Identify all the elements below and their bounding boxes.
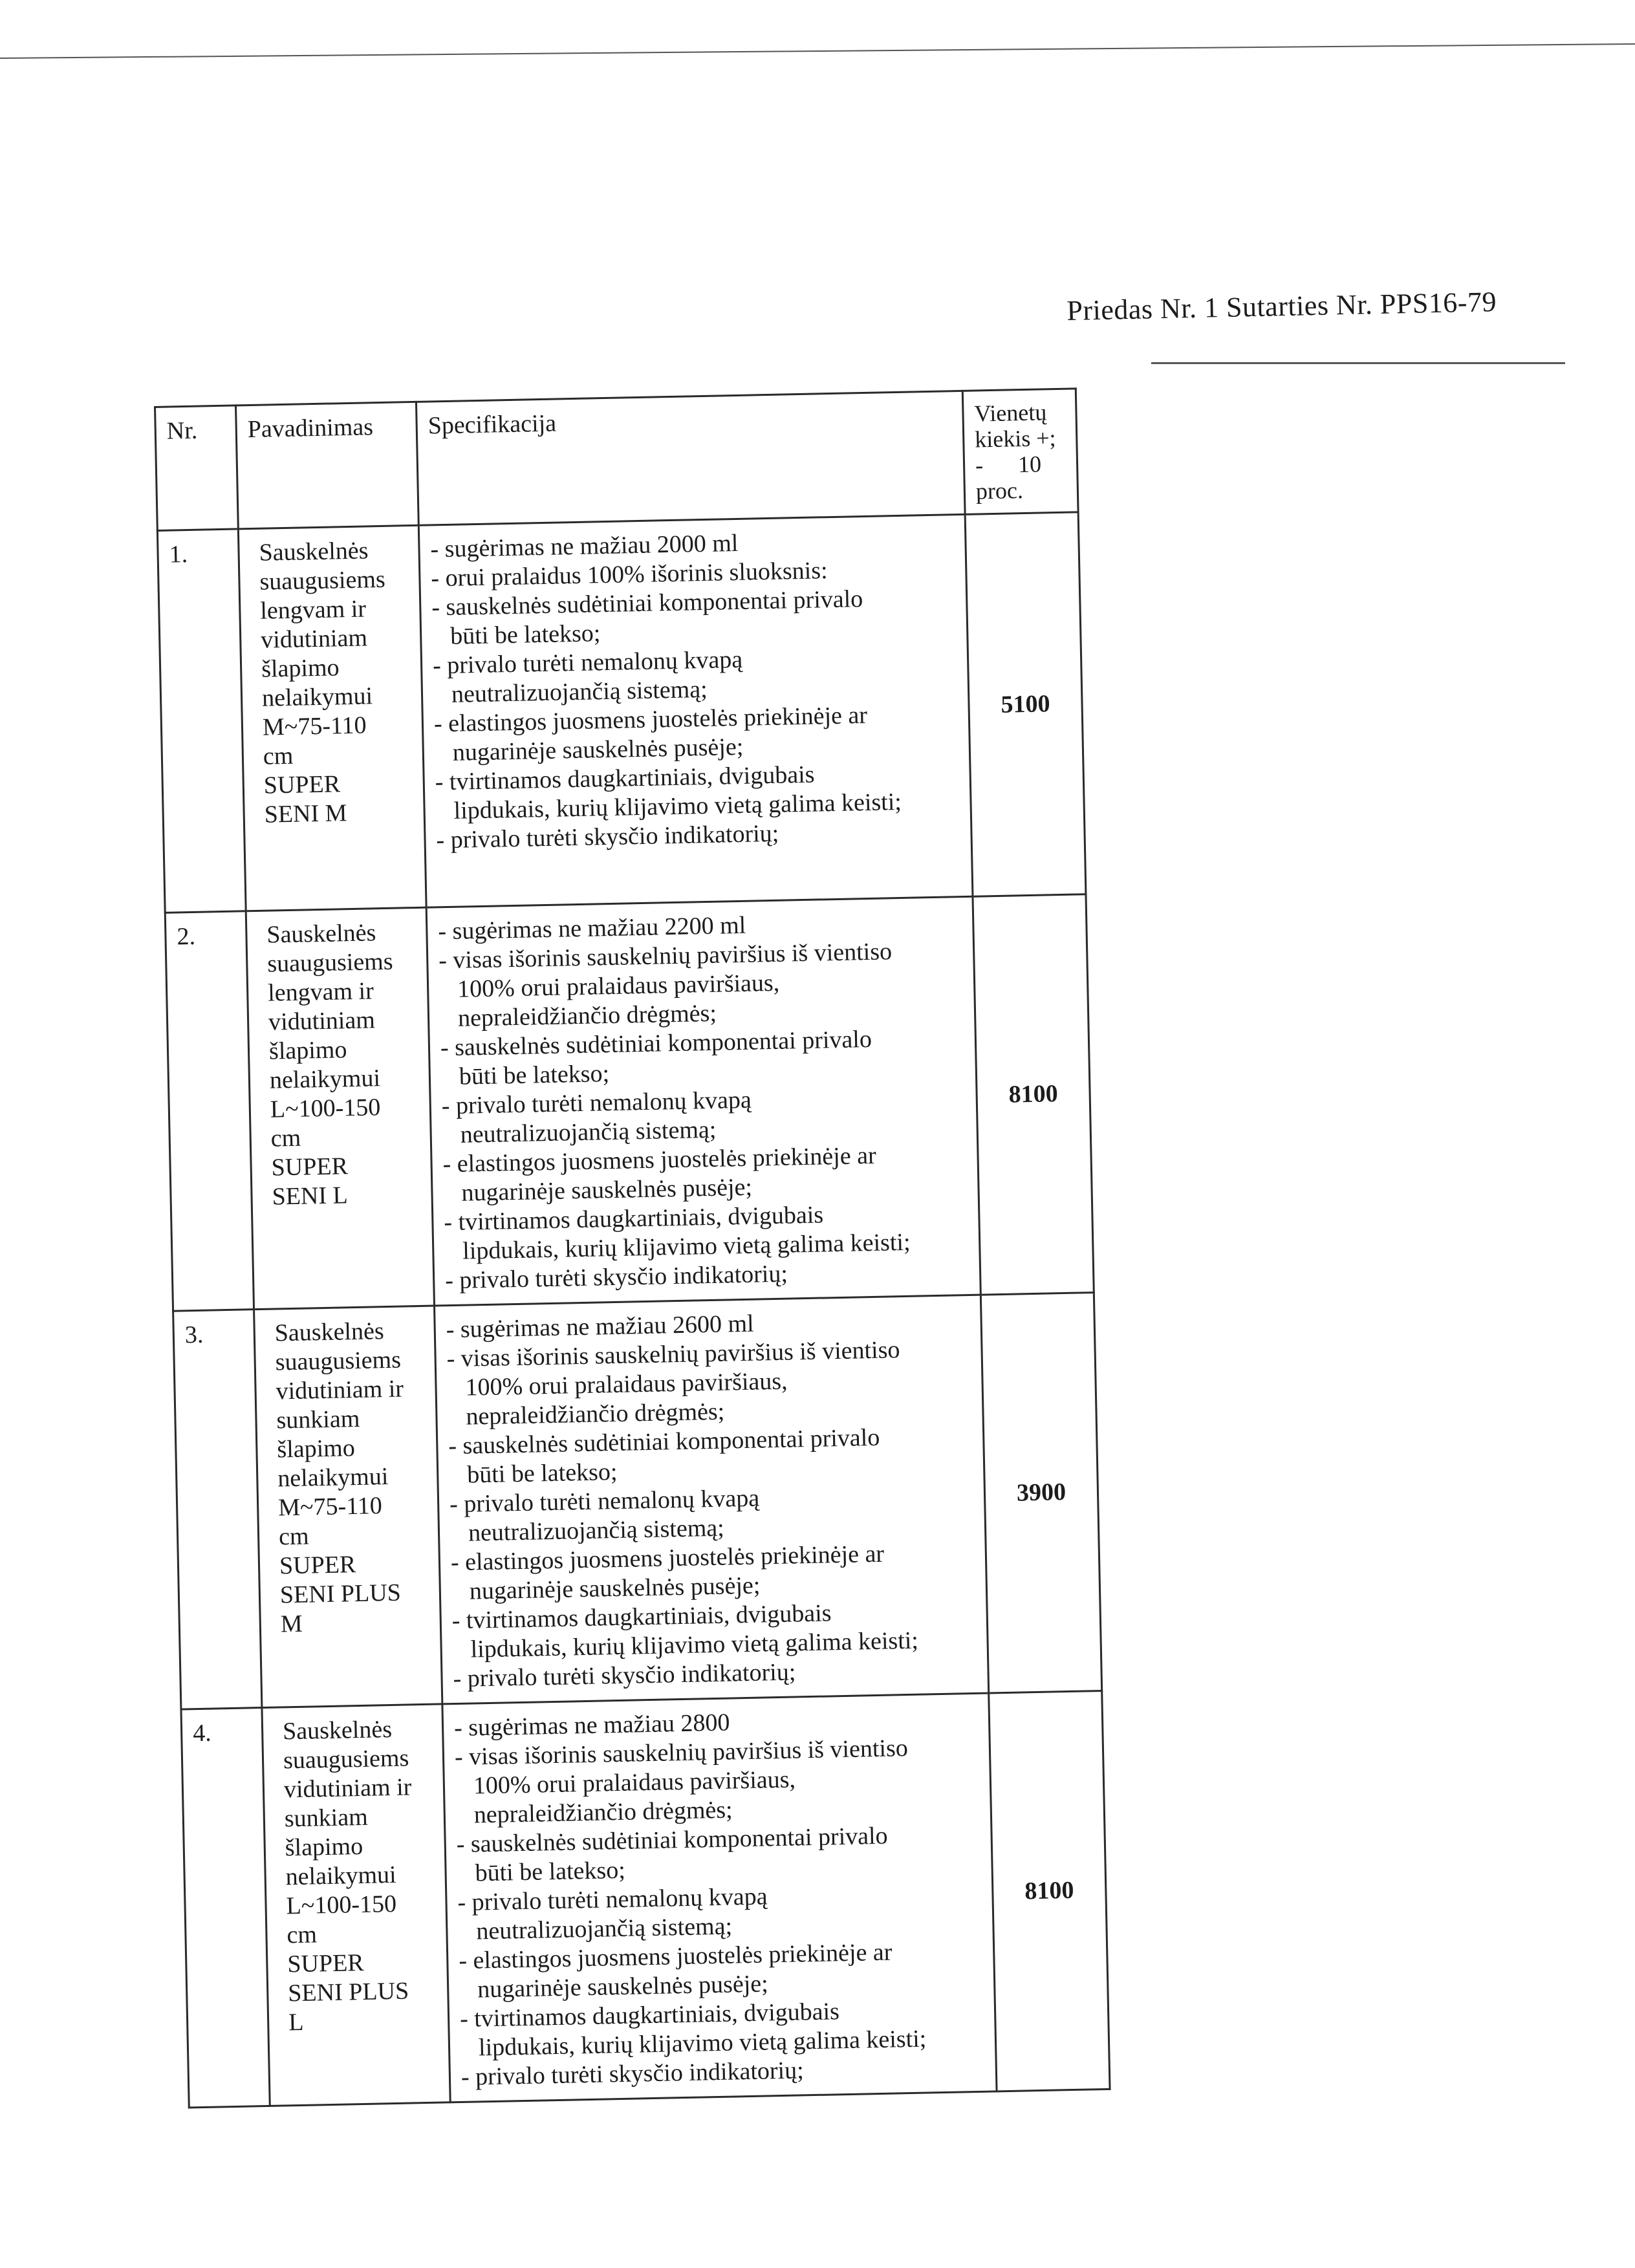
product-name-cell [254,1306,442,1707]
specification-cell [442,1693,997,2102]
specification-line: lipdukais, kurių klijavimo vietą galima keisti; [470,1626,919,1663]
specification-line: - privalo turėti skysčio indikatorių; [444,1260,788,1295]
product-name-line: SUPER [271,1152,349,1182]
header-nr: Nr. [155,405,239,530]
product-name-line: M~75-110 [262,711,367,741]
product-name-line: Sauskelnės [274,1317,385,1347]
specification-line: neutralizuojančią sistemą; [476,1912,733,1945]
specification-line: - sauskelnės sudėtiniai komponentai privalo [440,1025,872,1062]
specification-line: - sauskelnės sudėtiniai komponentai privalo [448,1423,880,1460]
specification-line: nepraleidžiančio drėgmės; [457,999,717,1032]
specification-line: - orui pralaidus 100% išorinis sluoksnis: [431,557,828,592]
product-name-line: sunkiam [276,1405,360,1434]
specification-line: neutralizuojančią sistemą; [468,1514,725,1547]
specification-line: lipdukais, kurių klijavimo vietą galima keisti; [453,788,902,825]
specification-line: - privalo turėti nemalonų kvapą [441,1086,752,1120]
specification-line: - privalo turėti skysčio indikatorių; [460,2057,805,2091]
row-number: 1. [157,529,246,913]
specification-line: - elastingos juosmens juostelės priekinėje ar [442,1141,877,1178]
specification-line: būti be latekso; [466,1458,618,1489]
product-name-line: suaugusiems [275,1346,402,1376]
product-name-line: nelaikymui [285,1861,397,1891]
product-name-line: sunkiam [284,1803,369,1833]
product-name-line: M~75-110 [277,1492,383,1522]
table-header-row [155,389,1079,531]
specification-line: - elastingos juosmens juostelės priekinėje ar [458,1938,893,1975]
product-name-line: lengvam ir [259,595,367,625]
product-name-line: šlapimo [261,654,340,683]
specification-line: - sugėrimas ne mažiau 2600 ml [446,1310,755,1344]
scan-edge-line [0,43,1635,59]
product-name-cell [262,1704,450,2106]
product-name-line: M [280,1610,303,1638]
product-name-line: SENI L [272,1182,349,1211]
specification-line: neutralizuojančią sistemą; [460,1116,717,1149]
product-name-line: cm [263,742,294,770]
table-row [173,1293,1102,1709]
page-title: Priedas Nr. 1 Sutarties Nr. PPS16-79 [1066,286,1497,327]
specification-line: - tvirtinamos daugkartiniais, dvigubais [459,1998,840,2033]
specification-line: - tvirtinamos daugkartiniais, dvigubais [444,1201,824,1237]
product-name-line: Sauskelnės [266,919,376,949]
specification-line: neutralizuojančią sistemą; [451,675,708,708]
specification-line: lipdukais, kurių klijavimo vietą galima keisti; [462,1228,911,1265]
specification-line: - privalo turėti skysčio indikatorių; [453,1658,796,1693]
specification-line: - privalo turėti nemalonų kvapą [449,1484,760,1518]
specification-line: būti be latekso; [459,1060,610,1090]
table-body [157,512,1110,2108]
product-name-line: L [288,2008,304,2036]
table-row [165,894,1094,1311]
product-name-line: cm [287,1921,318,1949]
product-name-line: L~100-150 [286,1890,397,1920]
product-name-line: SENI PLUS [279,1579,402,1609]
header-spec: Specifikacija [416,391,965,525]
table-row [157,512,1086,913]
specification-cell [435,1295,989,1704]
specification-line: - elastingos juosmens juostelės priekinėje ar [433,701,868,738]
scan-edge-line [1151,362,1565,364]
product-name-line: suaugusiems [259,565,386,596]
specification-table-wrapper [154,387,1111,2108]
quantity-cell: 3900 [980,1293,1101,1693]
specification-line: - sugėrimas ne mažiau 2000 ml [430,529,739,563]
header-qty-line: Vienetų [974,399,1047,427]
product-name-line: suaugusiems [283,1744,409,1775]
product-name-line: cm [278,1522,309,1551]
specification-line: - sauskelnės sudėtiniai komponentai privalo [456,1822,888,1859]
specification-line: 100% orui pralaidaus paviršiaus, [457,969,780,1003]
specification-line: - sauskelnės sudėtiniai komponentai privalo [431,585,863,621]
product-name-line: SENI M [264,799,347,828]
specification-line: - visas išorinis sauskelnių paviršius iš vientiso [438,938,893,975]
product-name-line: SUPER [263,770,341,799]
specification-line: lipdukais, kurių klijavimo vietą galima keisti; [478,2025,927,2062]
specification-line: - tvirtinamos daugkartiniais, dvigubais [451,1599,832,1635]
specification-line: - privalo turėti skysčio indikatorių; [436,819,779,854]
table-row [181,1690,1110,2107]
specification-line: nugarinėje sauskelnės pusėje; [469,1571,761,1605]
header-qty-line: proc. [975,477,1024,504]
specification-line: - privalo turėti nemalonų kvapą [432,645,743,680]
specification-line: nepraleidžiančio drėgmės; [473,1796,733,1829]
specification-line: - privalo turėti nemalonų kvapą [457,1883,768,1917]
specification-line: - visas išorinis sauskelnių paviršius iš vientiso [454,1734,909,1771]
product-name-line: vidutiniam ir [276,1375,404,1405]
product-name-cell [238,525,426,911]
product-name-line: šlapimo [276,1434,356,1463]
product-name-line: nelaikymui [261,682,373,712]
specification-line: būti be latekso; [475,1856,626,1887]
header-qty-line: - 10 [975,451,1042,479]
product-name-line: Sauskelnės [259,537,369,567]
product-name-line: suaugusiems [266,947,393,978]
specification-line: nepraleidžiančio drėgmės; [466,1398,725,1431]
quantity-cell: 8100 [973,894,1094,1295]
product-name-line: nelaikymui [269,1064,381,1094]
product-name-line: L~100-150 [270,1094,381,1123]
specification-line: - visas išorinis sauskelnių paviršius iš vientiso [446,1336,900,1373]
specification-line: - sugėrimas ne mažiau 2200 ml [437,911,746,945]
specification-line: būti be latekso; [449,620,601,650]
product-name-line: šlapimo [285,1832,363,1862]
product-name-line: lengvam ir [267,977,374,1007]
specification-line: - tvirtinamos daugkartiniais, dvigubais [435,761,815,796]
product-name-line: SUPER [287,1949,365,1978]
product-name-cell [246,907,434,1309]
specification-line: 100% orui pralaidaus paviršiaus, [465,1367,788,1401]
specification-cell [426,896,980,1306]
product-name-line: SENI PLUS [287,1977,409,2007]
header-qty [962,389,1078,514]
specification-line: - sugėrimas ne mažiau 2800 [453,1709,730,1742]
specification-line: 100% orui pralaidaus paviršiaus, [473,1766,796,1800]
row-number: 4. [181,1708,270,2108]
product-name-line: šlapimo [268,1036,347,1065]
specification-line: nugarinėje sauskelnės pusėje; [461,1173,753,1207]
product-name-line: vidutiniam [260,624,368,654]
product-name-line: vidutiniam ir [283,1773,412,1804]
quantity-cell: 8100 [989,1690,1110,2091]
specification-table [154,387,1111,2108]
product-name-line: nelaikymui [277,1463,389,1493]
row-number: 2. [165,911,254,1311]
product-name-line: SUPER [279,1551,356,1580]
product-name-line: Sauskelnės [282,1716,393,1745]
product-name-line: vidutiniam [268,1006,376,1036]
row-number: 3. [173,1310,262,1709]
specification-line: - elastingos juosmens juostelės priekinėje ar [450,1540,885,1577]
specification-line: nugarinėje sauskelnės pusėje; [477,1970,769,2003]
header-name: Pavadinimas [236,402,419,529]
quantity-cell: 5100 [965,512,1086,896]
product-name-line: cm [270,1124,301,1152]
header-qty-line: kiekis +; [974,425,1056,453]
specification-line: nugarinėje sauskelnės pusėje; [452,733,744,766]
specification-cell [418,514,973,907]
